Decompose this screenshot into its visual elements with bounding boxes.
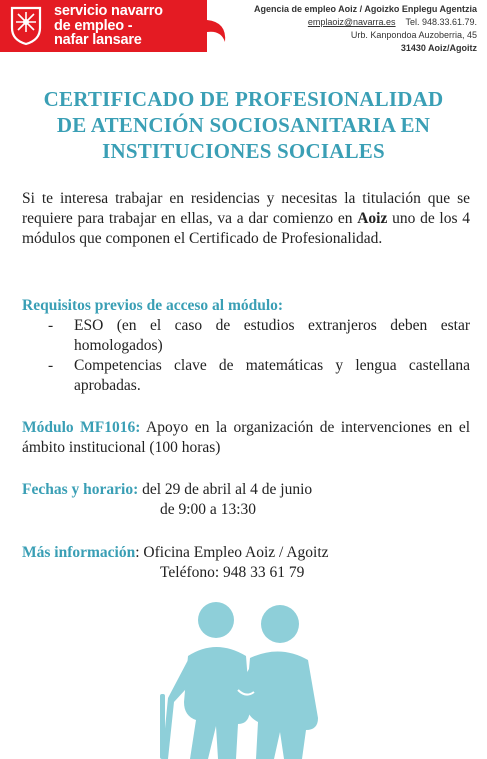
- logo-banner: [0, 0, 207, 52]
- page-title: [0, 86, 487, 164]
- schedule-block: [22, 480, 470, 520]
- list-dash: -: [48, 357, 54, 374]
- module-paragraph: [22, 418, 470, 458]
- info-phone: Teléfono: 948 33 61 79: [160, 564, 305, 581]
- requirements-list: [48, 316, 470, 396]
- schedule-dates: del 29 de abril al 4 de junio: [138, 481, 313, 498]
- intro-text-end: uno de los 4 módulos que componen el Certificado de Profesionalidad.: [22, 210, 470, 247]
- elderly-couple-illustration-icon: [138, 598, 358, 759]
- info-office: : Oficina Empleo Aoiz / Agoitz: [135, 544, 329, 561]
- requirement-text: Competencias clave de matemáticas y lengua castellana aprobadas.: [74, 357, 470, 394]
- agency-contact-block: [254, 3, 477, 55]
- module-label: Módulo MF1016:: [22, 419, 141, 436]
- info-line-1: [22, 543, 470, 563]
- intro-paragraph: [22, 189, 470, 249]
- logo-text: [54, 4, 163, 48]
- list-item: [48, 356, 470, 396]
- info-label: Más información: [22, 544, 136, 561]
- navarra-shield-icon: [8, 6, 44, 46]
- agency-email-link[interactable]: emplaoiz@navarra.es: [307, 17, 396, 27]
- intro-place: Aoiz: [357, 210, 388, 227]
- intro-text-start: Si te interesa trabajar en residencias y necesitas la titulación que se requiere para trabajar en ellas, va a dar comienzo en: [22, 190, 470, 227]
- agency-name: Agencia de empleo Aoiz / Agoizko Enplegu Agentzia: [253, 4, 477, 14]
- list-dash: -: [48, 317, 54, 334]
- title-line-1: CERTIFICADO DE PROFESIONALIDAD: [43, 87, 444, 111]
- agency-postal: 31430 Aoiz/Agoitz: [400, 43, 477, 53]
- logo-line-3: nafar lansare: [54, 32, 142, 48]
- title-line-3: INSTITUCIONES SOCIALES: [102, 139, 385, 163]
- schedule-hours: de 9:00 a 13:30: [160, 501, 256, 518]
- logo-line-2: de empleo -: [54, 17, 133, 34]
- requirements-heading: Requisitos previos de acceso al módulo:: [22, 297, 284, 314]
- module-text: Apoyo en la organización de intervenciones en el ámbito institucional (100 horas): [22, 419, 470, 456]
- title-line-2: DE ATENCIÓN SOCIOSANITARIA EN: [56, 113, 431, 137]
- logo-swoosh-icon: [207, 20, 227, 42]
- agency-contact-line: [254, 16, 477, 29]
- logo-line-1: servicio navarro: [54, 3, 163, 19]
- list-item: [48, 316, 470, 356]
- schedule-label: Fechas y horario:: [22, 481, 139, 498]
- agency-address: Urb. Kanpondoa Auzoberria, 45: [350, 30, 477, 40]
- agency-phone: Tel. 948.33.61.79.: [405, 17, 477, 27]
- requirement-text: ESO (en el caso de estudios extranjeros deben estar homologados): [74, 317, 470, 354]
- info-block: [22, 543, 470, 583]
- schedule-line-1: [22, 480, 470, 500]
